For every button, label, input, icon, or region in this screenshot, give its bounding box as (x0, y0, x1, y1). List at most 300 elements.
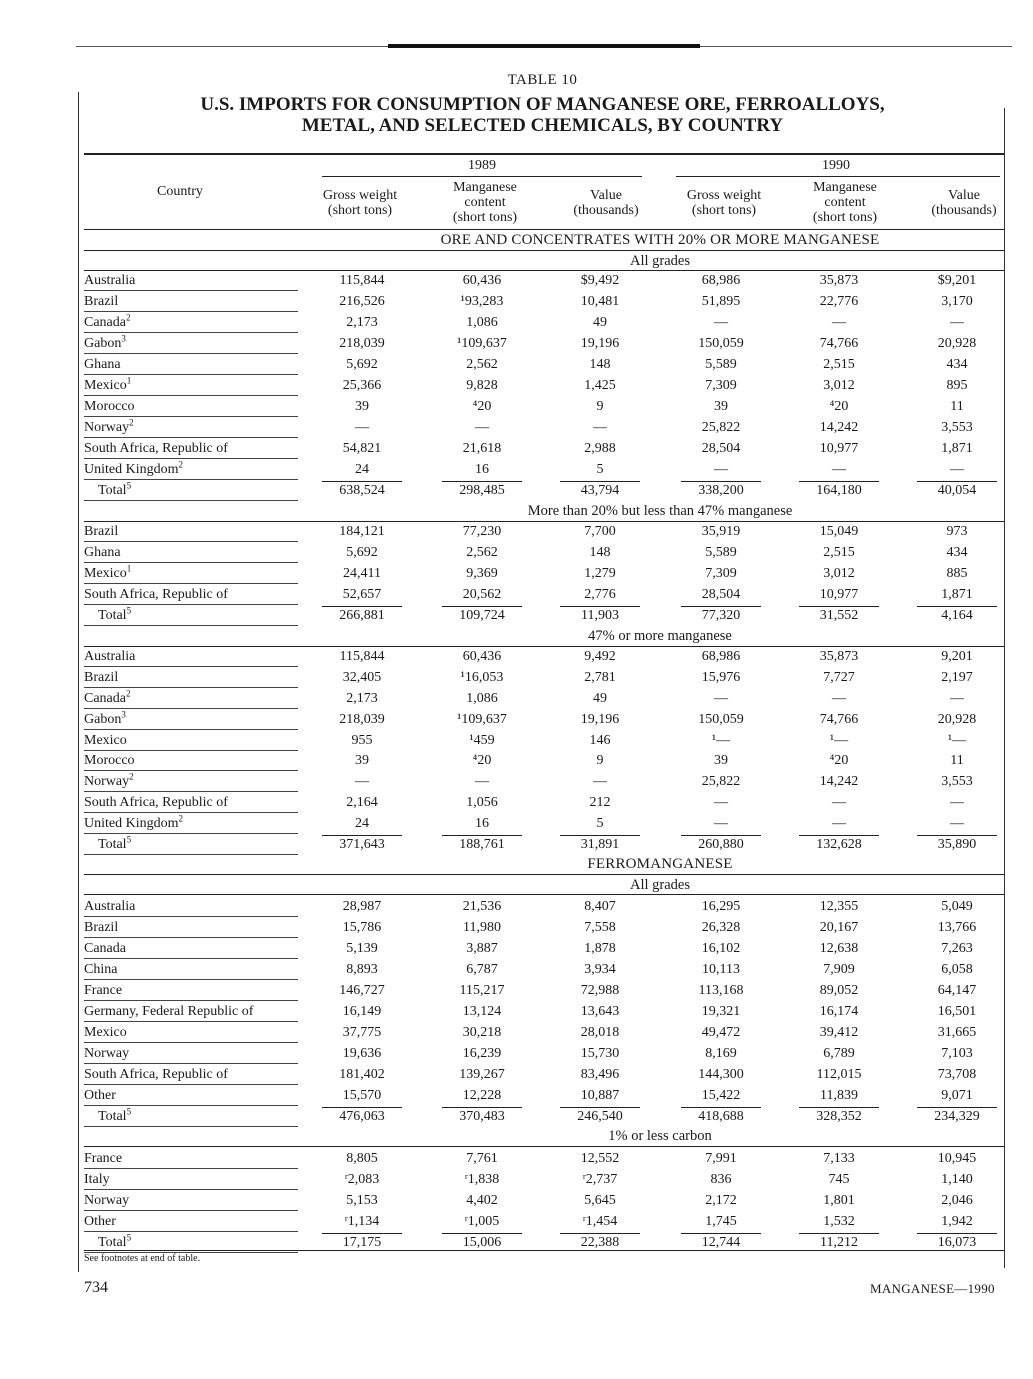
country-name: South Africa, Republic of (84, 1067, 228, 1082)
value-cell: ¹— (947, 733, 967, 748)
country-name: Australia (84, 899, 136, 914)
value-cell: 15,570 (342, 1088, 382, 1103)
value-cell: 10,481 (580, 294, 620, 309)
value-cell: 11,980 (463, 920, 501, 935)
section-ferromanganese: FERROMANGANESE (587, 856, 733, 872)
value-cell: 40,054 (937, 483, 977, 498)
value-cell: 49,472 (701, 1025, 741, 1040)
footnote-marker: 2 (125, 688, 131, 699)
table-row (84, 377, 1004, 398)
value-cell: 21,536 (462, 899, 502, 914)
total-rule (917, 835, 997, 836)
value-cell: 5,049 (941, 899, 973, 914)
header-mn-line2: content (464, 195, 506, 210)
footnote-marker: 5 (126, 480, 132, 491)
country-name: Canada (84, 315, 126, 330)
value-cell: 30,218 (462, 1025, 502, 1040)
year-1989: 1989 (468, 158, 496, 173)
section-rule (84, 1146, 1004, 1147)
value-cell: 16,174 (819, 1004, 859, 1019)
row-rule (84, 937, 298, 938)
value-cell: 28,504 (701, 441, 741, 456)
value-cell: 39 (355, 399, 369, 414)
value-cell: 4,164 (941, 608, 973, 623)
country-name: Other (84, 1214, 116, 1229)
value-cell: 1,871 (941, 441, 973, 456)
total-rule (442, 835, 522, 836)
country-cell (84, 335, 304, 352)
value-cell: — (355, 420, 369, 435)
total-rule (799, 1107, 879, 1108)
table-row (84, 461, 1004, 482)
footnote-marker: 5 (126, 605, 132, 616)
value-cell: 5,692 (346, 545, 378, 560)
country-cell (84, 648, 304, 665)
value-cell: 21,618 (462, 441, 502, 456)
value-cell: 2,046 (941, 1193, 973, 1208)
total-rule (560, 606, 640, 607)
value-cell: 2,172 (705, 1193, 737, 1208)
value-cell: 16 (475, 462, 489, 477)
value-cell: 1,942 (941, 1214, 973, 1229)
value-cell: 1,279 (584, 566, 616, 581)
value-cell: 164,180 (816, 483, 862, 498)
section-low-carbon: 1% or less carbon (608, 1128, 712, 1144)
country-cell (84, 1045, 304, 1062)
value-cell: 371,643 (339, 837, 385, 852)
section-rule (84, 894, 1004, 895)
value-cell: 19,196 (580, 712, 620, 727)
total-rule (442, 481, 522, 482)
value-cell: 4,402 (466, 1193, 498, 1208)
country-cell (84, 356, 304, 373)
value-cell: 836 (710, 1172, 732, 1187)
country-name: South Africa, Republic of (84, 587, 228, 602)
section-rule (84, 270, 1004, 271)
value-cell: 17,175 (342, 1235, 382, 1250)
country-name: South Africa, Republic of (84, 441, 228, 456)
section-47-or-more: 47% or more manganese (588, 628, 732, 644)
year-1989-rule (322, 176, 642, 177)
footnote-marker: 5 (126, 1232, 132, 1243)
value-cell: 25,822 (701, 774, 741, 789)
country-cell (84, 272, 304, 289)
value-cell: ¹459 (469, 733, 495, 748)
value-cell: — (832, 795, 846, 810)
country-cell (84, 1087, 304, 1104)
value-cell: 5,589 (705, 357, 737, 372)
row-rule (84, 750, 298, 751)
value-cell: 68,986 (701, 273, 741, 288)
value-cell: 54,821 (342, 441, 382, 456)
value-cell: — (950, 691, 964, 706)
total-rule (322, 835, 402, 836)
value-cell: 5,692 (346, 357, 378, 372)
row-rule (84, 958, 298, 959)
value-cell: 2,515 (823, 545, 855, 560)
table-label: TABLE 10 (507, 72, 578, 88)
value-cell: 35,873 (819, 649, 859, 664)
value-cell: 28,504 (701, 587, 741, 602)
value-cell: 77,320 (701, 608, 741, 623)
header-country: Country (157, 184, 203, 199)
value-cell: 35,873 (819, 273, 859, 288)
country-cell (84, 815, 304, 832)
total-rule (560, 481, 640, 482)
value-cell: 7,558 (584, 920, 616, 935)
row-rule (84, 1189, 298, 1190)
footnote-marker: 2 (178, 459, 183, 470)
value-cell: 22,388 (580, 1235, 620, 1250)
country-cell (98, 482, 318, 499)
table-row (84, 523, 1004, 544)
value-cell: 16,295 (701, 899, 741, 914)
row-rule (84, 541, 298, 542)
total-rule (799, 1233, 879, 1234)
value-cell: 83,496 (580, 1067, 620, 1082)
value-cell: 1,086 (466, 691, 498, 706)
row-rule (84, 458, 298, 459)
row-rule (84, 437, 298, 438)
value-cell: 19,636 (342, 1046, 382, 1061)
value-cell: ¹93,283 (460, 294, 504, 309)
country-cell (84, 1150, 304, 1167)
value-cell: 15,049 (819, 524, 859, 539)
value-cell: 218,039 (339, 712, 385, 727)
total-rule (917, 1107, 997, 1108)
row-rule (84, 916, 298, 917)
value-cell: 15,730 (580, 1046, 620, 1061)
value-cell: 1,140 (941, 1172, 973, 1187)
country-name: Ghana (84, 357, 121, 372)
value-cell: 7,263 (941, 941, 973, 956)
value-cell: ʳ1,454 (582, 1214, 618, 1229)
value-cell: 20,928 (937, 712, 977, 727)
value-cell: — (714, 315, 728, 330)
value-cell: 12,552 (580, 1151, 620, 1166)
value-cell: 418,688 (698, 1109, 744, 1124)
section-rule (84, 521, 1004, 522)
value-cell: 49 (593, 315, 607, 330)
value-cell: 15,006 (462, 1235, 502, 1250)
value-cell: ʳ1,134 (344, 1214, 380, 1229)
running-title: MANGANESE—1990 (870, 1281, 995, 1296)
value-cell: 60,436 (462, 649, 502, 664)
value-cell: 49 (593, 691, 607, 706)
value-cell: 16,501 (937, 1004, 977, 1019)
row-rule (84, 770, 298, 771)
value-cell: 68,986 (701, 649, 741, 664)
country-cell (84, 293, 304, 310)
header-bottom-rule (84, 229, 1004, 230)
row-rule (84, 1105, 298, 1106)
country-cell (84, 419, 304, 436)
value-cell: — (475, 420, 489, 435)
total-rule (681, 1233, 761, 1234)
value-cell: — (950, 795, 964, 810)
value-cell: 266,881 (339, 608, 385, 623)
section-20-to-47: More than 20% but less than 47% manganese (527, 503, 793, 519)
value-cell: 39 (714, 399, 728, 414)
value-cell: — (714, 795, 728, 810)
value-cell: 1,745 (705, 1214, 737, 1229)
value-cell: ʳ2,083 (344, 1172, 380, 1187)
country-cell (84, 752, 304, 769)
table-row (84, 440, 1004, 461)
value-cell: 328,352 (816, 1109, 862, 1124)
value-cell: 9,828 (466, 378, 498, 393)
country-name: Brazil (84, 920, 119, 935)
header-mn-content-1990 (790, 180, 900, 225)
row-rule (84, 625, 298, 626)
value-cell: 2,988 (584, 441, 616, 456)
value-cell: 9,369 (466, 566, 498, 581)
value-cell: ¹16,053 (460, 670, 504, 685)
total-row (84, 1108, 1004, 1129)
total-rule (322, 1233, 402, 1234)
section-rule (84, 250, 1004, 251)
value-cell: 5 (596, 462, 604, 477)
page-number: 734 (84, 1279, 108, 1296)
table-row (84, 919, 1004, 940)
value-cell: 73,708 (937, 1067, 977, 1082)
country-cell (84, 982, 304, 999)
table-row (84, 711, 1004, 732)
value-cell: 2,562 (466, 545, 498, 560)
total-rule (560, 1233, 640, 1234)
value-cell: 150,059 (698, 712, 744, 727)
value-cell: 216,526 (339, 294, 385, 309)
country-cell (84, 523, 304, 540)
row-rule (84, 833, 298, 834)
value-cell: 39,412 (819, 1025, 859, 1040)
country-name: Gabon (84, 336, 122, 351)
country-cell (84, 544, 304, 561)
value-cell: 20,562 (462, 587, 502, 602)
value-cell: 7,727 (823, 670, 855, 685)
value-cell: 10,977 (819, 587, 859, 602)
value-cell: 184,121 (339, 524, 385, 539)
value-cell: 39 (714, 753, 728, 768)
country-cell (84, 586, 304, 603)
value-cell: 150,059 (698, 336, 744, 351)
country-name: Total (98, 483, 127, 498)
value-cell: 9 (596, 399, 604, 414)
value-cell: 234,329 (934, 1109, 980, 1124)
footnote-marker: 2 (129, 417, 134, 428)
table-row (84, 669, 1004, 690)
value-cell: 2,515 (823, 357, 855, 372)
value-cell: 973 (946, 524, 968, 539)
value-cell: 115,217 (459, 983, 505, 998)
table-row (84, 1066, 1004, 1087)
value-cell: 16,102 (701, 941, 741, 956)
table-row (84, 1171, 1004, 1192)
value-cell: $9,492 (580, 273, 620, 288)
row-rule (84, 979, 298, 980)
header-value-line1: Value (590, 188, 622, 203)
country-cell (84, 398, 304, 415)
value-cell: ʳ1,005 (464, 1214, 500, 1229)
total-rule (917, 1233, 997, 1234)
value-cell: 11 (950, 753, 964, 768)
footnote-marker: 5 (126, 1106, 132, 1117)
value-cell: 745 (828, 1172, 850, 1187)
value-cell: 13,643 (580, 1004, 620, 1019)
left-margin-rule (78, 92, 79, 1272)
total-row (84, 1234, 1004, 1255)
table-row (84, 272, 1004, 293)
value-cell: 338,200 (698, 483, 744, 498)
country-name: France (84, 1151, 123, 1166)
table-row (84, 940, 1004, 961)
value-cell: 74,766 (819, 712, 859, 727)
country-cell (84, 898, 304, 915)
value-cell: 28,987 (342, 899, 382, 914)
country-name: Ghana (84, 545, 121, 560)
value-cell: 43,794 (580, 483, 620, 498)
row-rule (84, 708, 298, 709)
country-name: Germany, Federal Republic of (84, 1004, 254, 1019)
row-rule (84, 332, 298, 333)
table-row (84, 773, 1004, 794)
value-cell: 74,766 (819, 336, 859, 351)
value-cell: 6,787 (466, 962, 498, 977)
value-cell: ¹— (711, 733, 731, 748)
value-cell: 28,018 (580, 1025, 620, 1040)
row-rule (84, 854, 298, 855)
footnote-marker: 5 (126, 834, 132, 845)
country-cell (98, 836, 318, 853)
country-name: Total (98, 1235, 127, 1250)
row-rule (84, 1231, 298, 1232)
table-row (84, 314, 1004, 335)
value-cell: 1,878 (584, 941, 616, 956)
value-cell: 9 (596, 753, 604, 768)
table-row (84, 293, 1004, 314)
value-cell: 2,776 (584, 587, 616, 602)
value-cell: — (593, 420, 607, 435)
value-cell: 109,724 (459, 608, 505, 623)
table-row (84, 794, 1004, 815)
value-cell: 7,761 (466, 1151, 498, 1166)
country-name: Gabon (84, 712, 122, 727)
country-name: Brazil (84, 670, 119, 685)
total-rule (442, 1107, 522, 1108)
value-cell: 7,309 (705, 566, 737, 581)
value-cell: 146 (589, 733, 611, 748)
row-rule (84, 311, 298, 312)
value-cell: 146,727 (339, 983, 385, 998)
header-gross-line2: (short tons) (327, 203, 393, 218)
row-rule (84, 290, 298, 291)
country-name: Norway (84, 1193, 130, 1208)
total-row (84, 607, 1004, 628)
table-row (84, 335, 1004, 356)
value-cell: 35,890 (937, 837, 977, 852)
value-cell: 3,553 (941, 774, 973, 789)
total-row (84, 836, 1004, 857)
country-name: Norway (84, 1046, 130, 1061)
country-name: Other (84, 1088, 116, 1103)
value-cell: — (714, 816, 728, 831)
country-cell (84, 711, 304, 728)
header-value-1989 (556, 188, 656, 218)
year-1990-rule (676, 176, 1000, 177)
country-cell (84, 732, 304, 749)
country-cell (84, 1003, 304, 1020)
value-cell: 10,887 (580, 1088, 620, 1103)
value-cell: 148 (589, 357, 611, 372)
section-all-grades-ore: All grades (630, 253, 690, 269)
value-cell: ⁴20 (829, 399, 849, 414)
value-cell: 885 (946, 566, 968, 581)
value-cell: — (475, 774, 489, 789)
row-rule (84, 500, 298, 501)
row-rule (84, 1210, 298, 1211)
value-cell: ⁴20 (829, 753, 849, 768)
total-row (84, 482, 1004, 503)
value-cell: 7,700 (584, 524, 616, 539)
value-cell: ⁴20 (472, 753, 492, 768)
value-cell: 20,928 (937, 336, 977, 351)
title-line-2: METAL, AND SELECTED CHEMICALS, BY COUNTRY (301, 115, 784, 136)
row-rule (84, 1084, 298, 1085)
total-rule (322, 1107, 402, 1108)
value-cell: 1,532 (823, 1214, 855, 1229)
table-row (84, 898, 1004, 919)
value-cell: 7,909 (823, 962, 855, 977)
value-cell: 31,665 (937, 1025, 977, 1040)
header-value-1990 (914, 188, 1014, 218)
value-cell: — (950, 816, 964, 831)
country-cell (84, 1066, 304, 1083)
country-cell (98, 1108, 318, 1125)
row-rule (84, 1000, 298, 1001)
value-cell: 212 (589, 795, 611, 810)
value-cell: 7,309 (705, 378, 737, 393)
value-cell: 24 (355, 816, 369, 831)
value-cell: 434 (946, 545, 968, 560)
value-cell: 39 (355, 753, 369, 768)
country-cell (84, 794, 304, 811)
row-rule (84, 666, 298, 667)
value-cell: 1,086 (466, 315, 498, 330)
table-row (84, 1087, 1004, 1108)
value-cell: 12,638 (819, 941, 859, 956)
value-cell: 9,492 (584, 649, 616, 664)
country-name: Norway (84, 774, 130, 789)
value-cell: — (950, 462, 964, 477)
value-cell: 13,766 (937, 920, 977, 935)
year-1990: 1990 (822, 158, 850, 173)
header-top-rule (84, 153, 1004, 155)
country-name: Mexico (84, 1025, 127, 1040)
value-cell: 24 (355, 462, 369, 477)
country-cell (84, 1213, 304, 1230)
country-name: Canada (84, 941, 126, 956)
value-cell: 11 (950, 399, 964, 414)
value-cell: 15,976 (701, 670, 741, 685)
value-cell: 16,239 (462, 1046, 502, 1061)
total-rule (799, 481, 879, 482)
value-cell: 113,168 (698, 983, 744, 998)
value-cell: 1,801 (823, 1193, 855, 1208)
value-cell: 77,230 (462, 524, 502, 539)
header-mn-line1: Manganese (813, 180, 877, 195)
country-cell (84, 377, 304, 394)
value-cell: 2,781 (584, 670, 616, 685)
